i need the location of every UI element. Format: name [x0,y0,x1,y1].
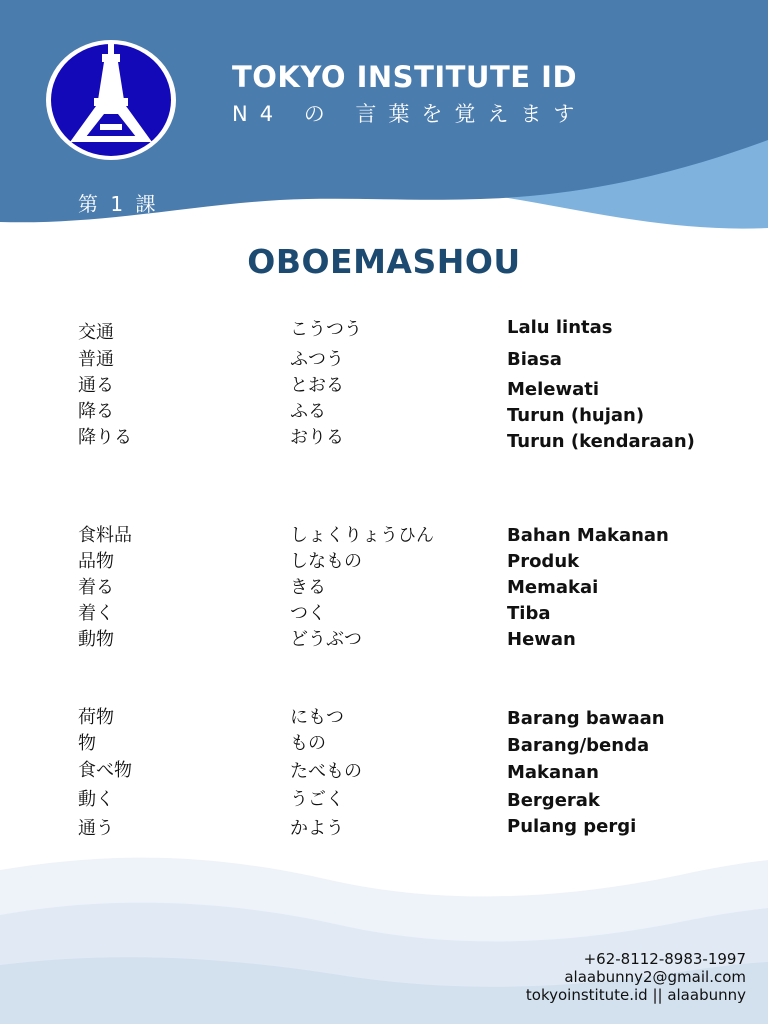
contact-email: alaabunny2@gmail.com [564,968,746,986]
kana-reading: ふる [290,401,326,422]
kana-reading: もの [290,733,326,754]
kanji-word: 降りる [78,427,132,448]
meaning: Barang bawaan [507,708,665,729]
meaning: Melewati [507,379,600,400]
meaning: Turun (kendaraan) [507,431,695,452]
meaning: Bergerak [507,790,600,811]
meaning: Barang/benda [507,735,650,756]
kana-reading: つく [290,603,326,624]
page-title: OBOEMASHOU [247,242,521,281]
kana-reading: ふつう [290,349,344,370]
kanji-word: 通る [78,375,114,396]
kanji-word: 着る [78,577,114,598]
kanji-word: 食べ物 [78,760,132,781]
kanji-word: 交通 [78,322,114,343]
kanji-word: 降る [78,401,114,422]
kanji-word: 物 [78,733,96,754]
kana-reading: しょくりょうひん [290,525,434,546]
meaning: Tiba [507,603,551,624]
kanji-word: 着く [78,603,114,624]
kana-reading: おりる [290,427,344,448]
kana-reading: うごく [290,789,344,810]
kana-reading: きる [290,577,326,598]
contact-social: tokyoinstitute.id || alaabunny [525,986,746,1004]
kanji-word: 動く [78,789,114,810]
contact-phone: +62-8112-8983-1997 [583,950,746,968]
kana-reading: どうぶつ [290,629,362,650]
kana-reading: しなもの [290,551,362,572]
meaning: Hewan [507,629,576,650]
kanji-word: 動物 [78,629,114,650]
kana-reading: こうつう [290,319,362,340]
kana-reading: かよう [290,818,344,839]
brand-title: TOKYO INSTITUTE ID [232,60,578,94]
kana-reading: とおる [290,375,344,396]
kanji-word: 食料品 [78,525,132,546]
kana-reading: たべもの [290,761,362,782]
lesson-label: 第 1 課 [78,192,159,216]
meaning: Makanan [507,762,599,783]
meaning: Turun (hujan) [507,405,645,426]
header-subtitle: N4 の 言葉を覚えます [232,102,587,126]
meaning: Pulang pergi [507,816,637,837]
kanji-word: 品物 [78,551,114,572]
meaning: Lalu lintas [507,317,613,338]
kana-reading: にもつ [290,707,344,728]
meaning: Biasa [507,349,562,370]
meaning: Bahan Makanan [507,525,669,546]
kanji-word: 普通 [78,349,114,370]
meaning: Produk [507,551,580,572]
meaning: Memakai [507,577,599,598]
kanji-word: 通う [78,818,114,839]
kanji-word: 荷物 [78,707,114,728]
